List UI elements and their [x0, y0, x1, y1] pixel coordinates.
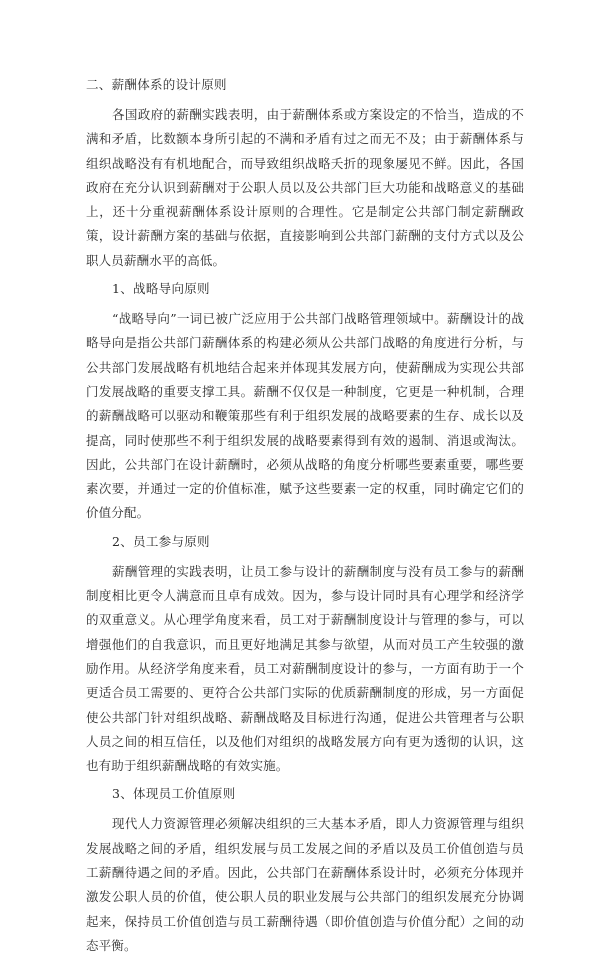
principle-body-employee-value: 现代人力资源管理必须解决组织的三大基本矛盾，即人力资源管理与组织发展战略之间的矛盾，组织发展与员工发展之间的矛盾以及员工价值创造与员工薪酬待遇之间的矛盾。因此，公共部门在薪酬体系设计时，必须充分体现并激发公职人员的价值，使公职人员的职业发展与公共部门的组织发展充分协调起来，保持员工价值创造与员工薪酬待遇（即价值创造与价值分配）之间的动态平衡。 — [86, 816, 524, 953]
intro-paragraph: 各国政府的薪酬实践表明，由于薪酬体系或方案设定的不恰当，造成的不满和矛盾，比数额本身所引起的不满和矛盾有过之而无不及；由于薪酬体系与组织战略没有有机地配合，而导致组织战略夭折的现象屡见不鲜。因此，各国政府在充分认识到薪酬对于公职人员以及公共部门巨大功能和战略意义的基础上，还十分重视薪酬体系设计原则的合理性。它是制定公共部门制定薪酬政策，设计薪酬方案的基础与依据，直接影响到公共部门薪酬的支付方式以及公职人员薪酬水平的高低。 — [86, 107, 524, 268]
section-title: 二、薪酬体系的设计原则 — [86, 77, 227, 92]
principle-title-strategy: 1、战略导向原则 — [112, 281, 210, 297]
principle-body-strategy: “战略导向”一词已被广泛应用于公共部门战略管理领域中。薪酬设计的战略导向是指公共部门薪酬体系的构建必须从公共部门战略的角度进行分析，与公共部门发展战略有机地结合起来并体现其发展方向，使薪酬成为实现公共部门发展战略的重要支撑工具。薪酬不仅仅是一种制度，它更是一种机制，合理的薪酬战略可以驱动和鞭策那些有利于组织发展的战略要素的生存、成长以及提高，同时使那些不利于组织发展的战略要素得到有效的遏制、消退或淘汰。因此，公共部门在设计薪酬时，必须从战略的角度分析哪些要素重要，哪些要素次要，并通过一定的价值标准，赋予这些要素一定的权重，同时确定它们的价值分配。 — [86, 311, 524, 521]
principle-body-participation: 薪酬管理的实践表明，让员工参与设计的薪酬制度与没有员工参与的薪酬制度相比更令人满意而且卓有成效。因为，参与设计同时具有心理学和经济学的双重意义。从心理学角度来看，员工对于薪酬制度设计与管理的参与，可以增强他们的自我意识，而且更好地满足其参与欲望，从而对员工产生较强的激励作用。从经济学角度来看，员工对薪酬制度设计的参与，一方面有助于一个更适合员工需要的、更符合公共部门实际的优质薪酬制度的形成，另一方面促使公共部门针对组织战略、薪酬战略及目标进行沟通，促进公共管理者与公职人员之间的相互信任，以及他们对组织的战略发展方向有更为透彻的认识，这也有助于组织薪酬战略的有效实施。 — [86, 563, 524, 774]
principle-title-employee-value: 3、体现员工价值原则 — [112, 786, 236, 802]
principle-title-participation: 2、员工参与原则 — [112, 533, 210, 549]
document-body — [86, 77, 524, 958]
